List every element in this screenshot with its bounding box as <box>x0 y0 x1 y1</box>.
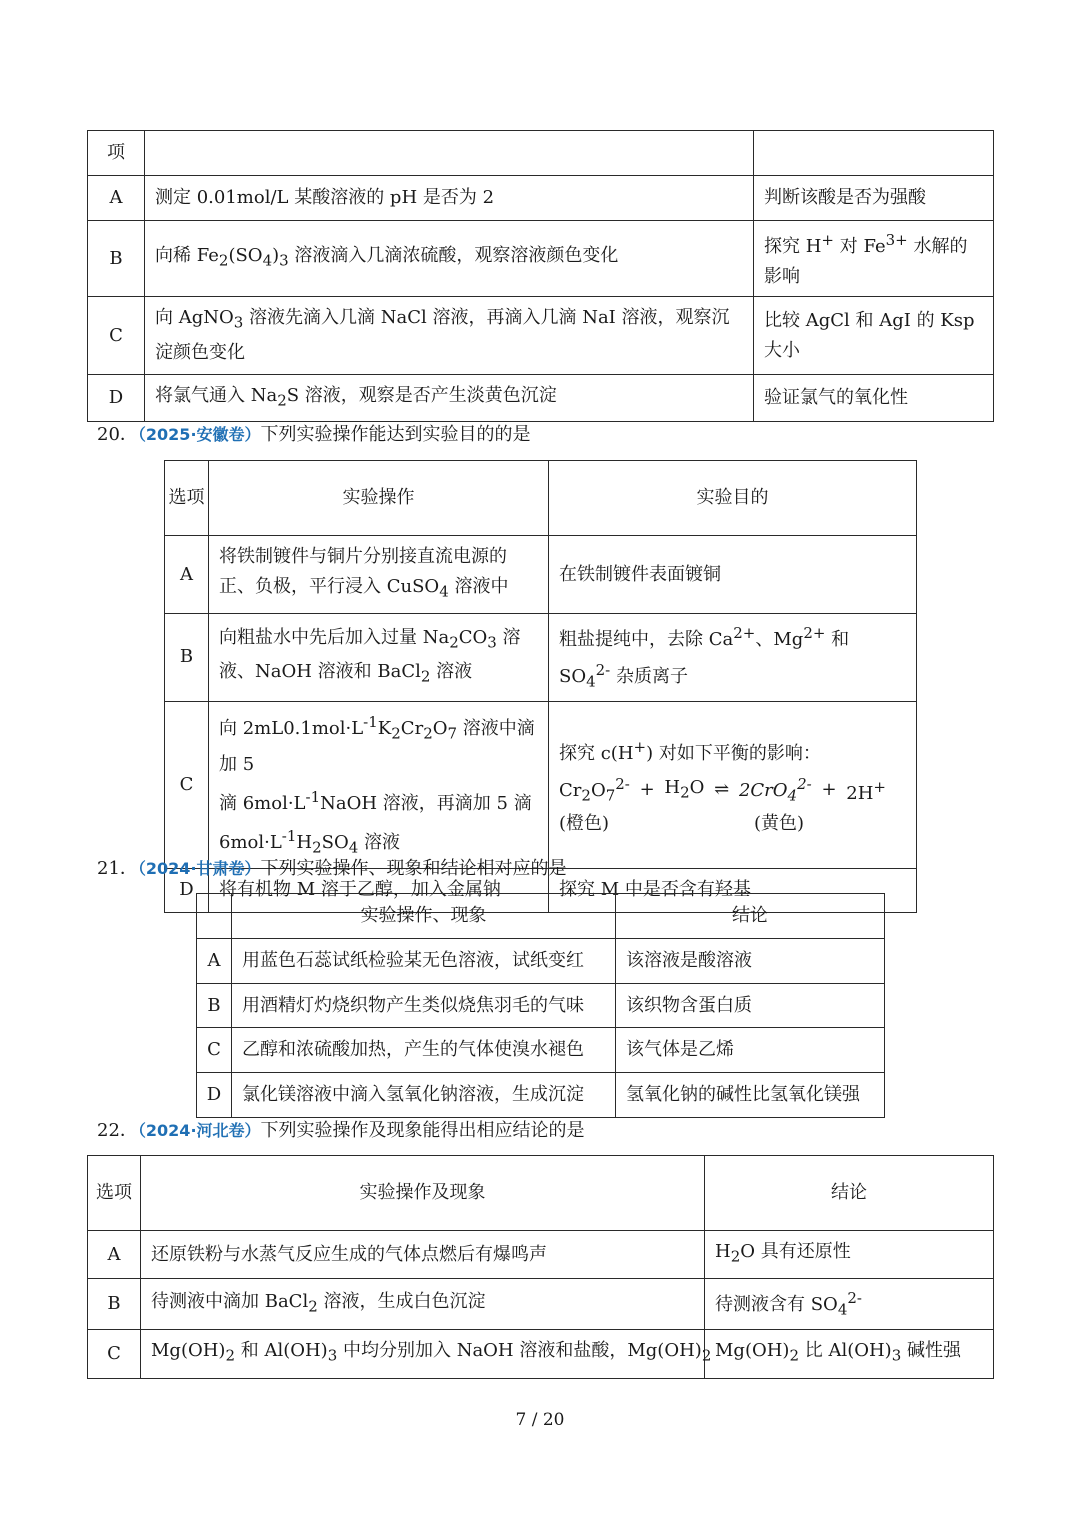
option-header: 选项 <box>165 461 209 536</box>
operation-cell: 氯化镁溶液中滴入氢氧化钠溶液，生成沉淀 <box>232 1073 616 1118</box>
operation-cell: 用蓝色石蕊试纸检验某无色溶液，试纸变红 <box>232 939 616 984</box>
conclusion-cell: $Mg(OH)_2$ 比 $Al(OH)_3$ 碱性强 <box>705 1329 994 1378</box>
operation-cell: 用酒精灯灼烧织物产生类似烧焦羽毛的气味 <box>232 984 616 1028</box>
conclusion-cell: 该气体是乙烯 <box>616 1028 885 1073</box>
purpose-cell: 粗盐提纯中，去除 $Ca^{2+}$、$Mg^{2+}$ 和 $SO_4^{2-}$ 杂质离子 <box>549 614 917 702</box>
q21-table <box>196 893 885 1118</box>
conclusion-header: 结论 <box>616 894 885 939</box>
table-row: C 向 $2mL0.1mol\cdot L^{-1}K_2Cr_2O_7$ 溶液中滴加 5 滴 $6mol\cdot L^{-1}NaOH$ 溶液，再滴加 5 滴 $6mol\cdot L^{-1}H_2SO_4$ 溶液 探究 c(H+) 对如下平衡的影响： $Cr_2O_7^{2-}$ + $H_2O$ ⇌ 2CrO$_4^{2-}$ + 2H+ (橙色) (黄色) <box>165 701 917 868</box>
operation-cell: 待测液中滴加 BaCl$_2$ 溶液，生成白色沉淀 <box>141 1279 705 1330</box>
conclusion-cell: 氢氧化钠的碱性比氢氧化镁强 <box>616 1073 885 1118</box>
question-22 <box>97 1119 585 1143</box>
table-header-row <box>88 1156 994 1231</box>
equilibrium-equation: $Cr_2O_7^{2-}$ + $H_2O$ ⇌ 2CrO$_4^{2-}$ + 2H+ <box>559 775 886 805</box>
table-row: A 测定 0.01mol/L 某酸溶液的 pH 是否为 2 判断该酸是否为强酸 <box>88 176 994 221</box>
question-text: 下列实验操作及现象能得出相应结论的是 <box>260 1120 585 1141</box>
q19-table <box>87 130 994 422</box>
operation-cell: 将有机物 M 溶于乙醇，加入金属钠 <box>209 868 549 912</box>
table-row: B 向粗盐水中先后加入过量 $Na_2CO_3$ 溶液、NaOH 溶液和 BaCl$_2$ 溶液 粗盐提纯中，去除 $Ca^{2+}$、$Mg^{2+}$ 和 $SO_4^{2-}$ 杂质离子 <box>165 614 917 702</box>
operation-cell: $Mg(OH)_2$ 和 $Al(OH)_3$ 中均分别加入 NaOH 溶液和盐酸，$Mg(OH)_2$ <box>141 1329 705 1378</box>
table-row: D 将氯气通入 $Na_2S$ 溶液，观察是否产生淡黄色沉淀 验证氯气的氧化性 <box>88 375 994 422</box>
table-row: B 待测液中滴加 BaCl$_2$ 溶液，生成白色沉淀 待测液含有 $SO_4^{2-}$ <box>88 1279 994 1330</box>
equilibrium-arrow-icon: ⇌ <box>714 779 730 801</box>
operation-cell: 向 $2mL0.1mol\cdot L^{-1}K_2Cr_2O_7$ 溶液中滴加 5 滴 $6mol\cdot L^{-1}NaOH$ 溶液，再滴加 5 滴 $6mol\cdot L^{-1}H_2SO_4$ 溶液 <box>209 701 549 868</box>
table-header-row <box>197 894 885 939</box>
question-source: （2024·河北卷） <box>137 1121 261 1140</box>
conclusion-cell: 待测液含有 $SO_4^{2-}$ <box>705 1279 994 1330</box>
table-row: A 用蓝色石蕊试纸检验某无色溶液，试纸变红 该溶液是酸溶液 <box>197 939 885 984</box>
operation-header: 实验操作、现象 <box>232 894 616 939</box>
goal-cell: 探究 H+ 对 $Fe^{3+}$ 水解的影响 <box>754 221 994 297</box>
table-row: B 向稀 $Fe_2(SO_4)_3$ 溶液滴入几滴浓硫酸，观察溶液颜色变化 探究 H+ 对 $Fe^{3+}$ 水解的影响 <box>88 221 994 297</box>
conclusion-header: 结论 <box>705 1156 994 1231</box>
option-header: 选项 <box>88 1156 141 1231</box>
question-source: （2025·安徽卷） <box>137 425 261 444</box>
table-row <box>88 131 994 176</box>
purpose-cell: 探究 c(H+) 对如下平衡的影响： $Cr_2O_7^{2-}$ + $H_2O$ ⇌ 2CrO$_4^{2-}$ + 2H+ (橙色) (黄色) <box>549 701 917 868</box>
table-row: D 将有机物 M 溶于乙醇，加入金属钠 探究 M 中是否含有羟基 <box>165 868 917 912</box>
operation-cell: 向 AgNO$_3$ 溶液先滴入几滴 NaCl 溶液，再滴入几滴 NaI 溶液，观察沉淀颜色变化 <box>145 297 754 375</box>
table-row: A 将铁制镀件与铜片分别接直流电源的正、负极，平行浸入 CuSO$_4$ 溶液中 在铁制镀件表面镀铜 <box>165 536 917 614</box>
table-row: C 乙醇和浓硫酸加热，产生的气体使溴水褪色 该气体是乙烯 <box>197 1028 885 1073</box>
goal-cell: 验证氯气的氧化性 <box>754 375 994 422</box>
purpose-cell: 探究 M 中是否含有羟基 <box>549 868 917 912</box>
operation-cell: 向粗盐水中先后加入过量 $Na_2CO_3$ 溶液、NaOH 溶液和 BaCl$_2$ 溶液 <box>209 614 549 702</box>
operation-cell: 向稀 $Fe_2(SO_4)_3$ 溶液滴入几滴浓硫酸，观察溶液颜色变化 <box>145 221 754 297</box>
table-row: D 氯化镁溶液中滴入氢氧化钠溶液，生成沉淀 氢氧化钠的碱性比氢氧化镁强 <box>197 1073 885 1118</box>
question-number: 22． <box>97 1120 138 1141</box>
purpose-cell: 在铁制镀件表面镀铜 <box>549 536 917 614</box>
conclusion-cell: 该织物含蛋白质 <box>616 984 885 1028</box>
operation-cell: 将氯气通入 $Na_2S$ 溶液，观察是否产生淡黄色沉淀 <box>145 375 754 422</box>
table-row: B 用酒精灯灼烧织物产生类似烧焦羽毛的气味 该织物含蛋白质 <box>197 984 885 1028</box>
operation-header: 实验操作 <box>209 461 549 536</box>
q22-table <box>87 1155 994 1379</box>
operation-cell: 测定 0.01mol/L 某酸溶液的 pH 是否为 2 <box>145 176 754 221</box>
option-header: 项 <box>88 131 145 176</box>
question-21 <box>97 857 567 881</box>
goal-cell: 判断该酸是否为强酸 <box>754 176 994 221</box>
table-header-row <box>165 461 917 536</box>
operation-cell: 乙醇和浓硫酸加热，产生的气体使溴水褪色 <box>232 1028 616 1073</box>
table-row: C $Mg(OH)_2$ 和 $Al(OH)_3$ 中均分别加入 NaOH 溶液和盐酸，$Mg(OH)_2$ $Mg(OH)_2$ 比 $Al(OH)_3$ 碱性强 <box>88 1329 994 1378</box>
goal-cell: 比较 AgCl 和 AgI 的 Ksp 大小 <box>754 297 994 375</box>
conclusion-cell: $H_2O$ 具有还原性 <box>705 1231 994 1279</box>
question-source: （2024·甘肃卷） <box>137 859 261 878</box>
question-text: 下列实验操作、现象和结论相对应的是 <box>260 858 567 879</box>
question-number: 20． <box>97 424 138 445</box>
question-20 <box>97 423 531 447</box>
purpose-header: 实验目的 <box>549 461 917 536</box>
conclusion-cell: 该溶液是酸溶液 <box>616 939 885 984</box>
question-text: 下列实验操作能达到实验目的的是 <box>260 424 531 445</box>
table-row: A 还原铁粉与水蒸气反应生成的气体点燃后有爆鸣声 $H_2O$ 具有还原性 <box>88 1231 994 1279</box>
operation-cell: 还原铁粉与水蒸气反应生成的气体点燃后有爆鸣声 <box>141 1231 705 1279</box>
operation-header: 实验操作及现象 <box>141 1156 705 1231</box>
question-number: 21． <box>97 858 138 879</box>
table-row: C 向 AgNO$_3$ 溶液先滴入几滴 NaCl 溶液，再滴入几滴 NaI 溶液，观察沉淀颜色变化 比较 AgCl 和 AgI 的 Ksp 大小 <box>88 297 994 375</box>
operation-cell: 将铁制镀件与铜片分别接直流电源的正、负极，平行浸入 CuSO$_4$ 溶液中 <box>209 536 549 614</box>
page-number: 7 / 20 <box>515 1410 565 1430</box>
q20-table <box>164 460 917 913</box>
